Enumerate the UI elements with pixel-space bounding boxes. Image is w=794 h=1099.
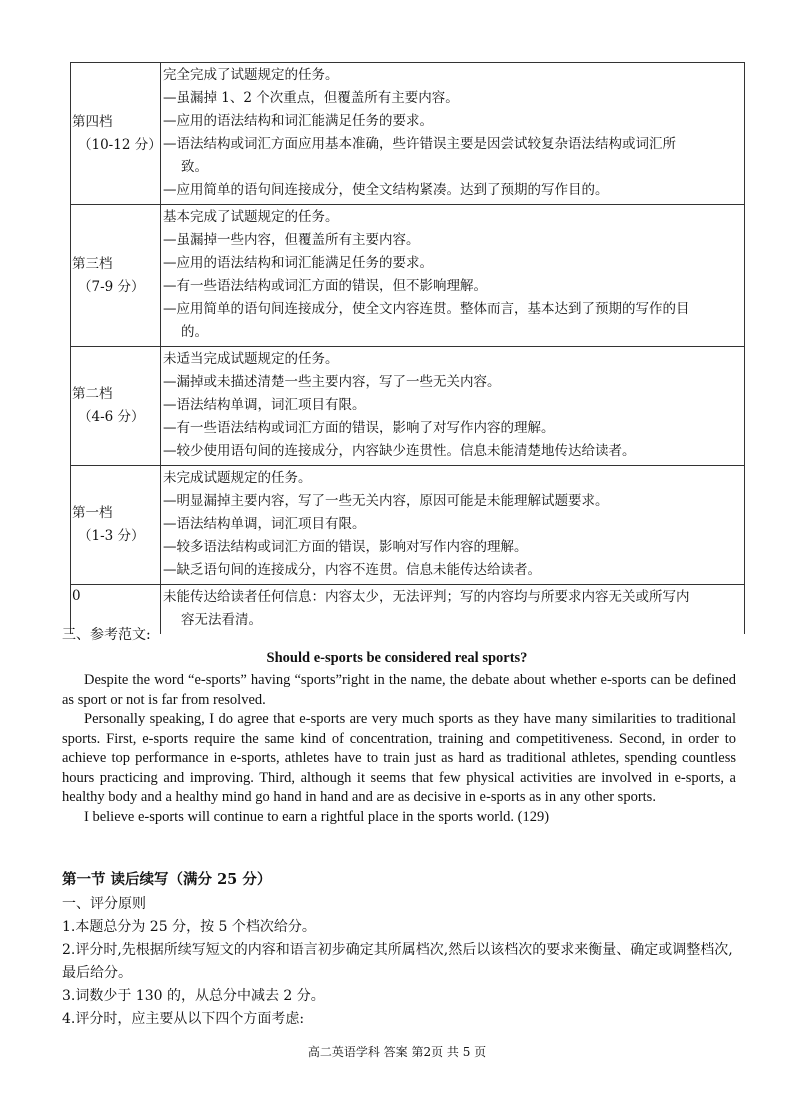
reference-essay	[62, 671, 736, 827]
criteria-line: —明显漏掉主要内容，写了一些无关内容，原因可能是未能理解试题要求。	[163, 493, 609, 509]
criteria-line: —语法结构单调，词汇项目有限。	[163, 516, 366, 532]
criteria-line: 未适当完成试题规定的任务。	[163, 351, 339, 367]
criteria-line: —应用的语法结构和词汇能满足任务的要求。	[163, 255, 433, 271]
level-name: 第一档	[72, 505, 113, 521]
essay-title: Should e-sports be considered real sports?	[266, 650, 528, 666]
scoring-item: 2.评分时,先根据所续写短文的内容和语言初步确定其所属档次,然后以该档次的要求来衡量、确定或调整档次,最后给分。	[62, 942, 733, 981]
level-name: 第二档	[72, 386, 113, 402]
criteria-cell	[161, 205, 745, 347]
criteria-line: —应用简单的语句间连接成分，使全文内容连贯。整体而言，基本达到了预期的写作的目	[163, 301, 690, 317]
scoring-item: 4.评分时，应主要从以下四个方面考虑:	[62, 1011, 305, 1027]
grade-row-level-2	[71, 347, 745, 466]
criteria-line: 的。	[181, 324, 208, 340]
criteria-line: —缺乏语句间的连接成分，内容不连贯。信息未能传达给读者。	[163, 562, 541, 578]
page-footer: 高二英语学科 答案 第2页 共 5 页	[307, 1045, 487, 1059]
level-name: 第四档	[72, 113, 113, 130]
criteria-cell	[161, 466, 745, 585]
criteria-line: —较多语法结构或词汇方面的错误，影响对写作内容的理解。	[163, 539, 528, 555]
criteria-line: —漏掉或未描述清楚一些主要内容，写了一些无关内容。	[163, 374, 501, 390]
criteria-line: 容无法看清。	[181, 612, 262, 628]
level-range: （1-3 分）	[78, 528, 145, 544]
level-range: （4-6 分）	[78, 409, 145, 425]
level-cell	[71, 205, 161, 347]
continuation-writing-section	[62, 868, 742, 1031]
criteria-line: 致。	[181, 159, 208, 175]
scoring-item: 3.词数少于 130 的，从总分中减去 2 分。	[62, 988, 325, 1004]
criteria-line: —语法结构单调，词汇项目有限。	[163, 397, 366, 413]
criteria-cell	[161, 63, 745, 205]
level-range: （10-12 分）	[78, 136, 162, 153]
essay-paragraph: Personally speaking, I do agree that e-sports are very much sports as they have many similarities to traditional sports. First, e-sports require the same kind of concentration, training and competitiveness. Second, in order to achieve top performance in e-sports, athletes have to train just as hard as traditional athletes, spending countless hours practicing and improving. Third, although it seems that few physical activities are involved in e-sports, a healthy body and a healthy mind go hand in hand and are as decisive in e-sports as in any other sports.	[62, 711, 736, 805]
grade-row-level-4	[71, 63, 745, 205]
criteria-line: —有一些语法结构或词汇方面的错误，但不影响理解。	[163, 278, 487, 294]
section-heading: 第一节 读后续写（满分 25 分）	[62, 871, 272, 888]
level-cell	[71, 347, 161, 466]
essay-paragraph: I believe e-sports will continue to earn a rightful place in the sports world. (129)	[84, 808, 550, 825]
criteria-line: 未能传达给读者任何信息：内容太少，无法评判；写的内容均与所要求内容无关或所写内	[163, 589, 690, 605]
reference-section-heading: 三、参考范文:	[62, 627, 151, 643]
criteria-line: 完全完成了试题规定的任务。	[163, 67, 339, 83]
criteria-cell	[161, 347, 745, 466]
level-name: 0	[72, 588, 81, 604]
criteria-cell	[161, 585, 745, 635]
criteria-line: —有一些语法结构或词汇方面的错误，影响了对写作内容的理解。	[163, 420, 555, 436]
level-cell	[71, 466, 161, 585]
criteria-line: —应用简单的语句间连接成分，使全文结构紧凑。达到了预期的写作目的。	[163, 182, 609, 198]
level-range: （7-9 分）	[78, 278, 145, 295]
criteria-line: —应用的语法结构和词汇能满足任务的要求。	[163, 113, 433, 129]
criteria-line: —虽漏掉一些内容，但覆盖所有主要内容。	[163, 232, 420, 248]
level-cell	[71, 63, 161, 205]
criteria-line: —较少使用语句间的连接成分，内容缺少连贯性。信息未能清楚地传达给读者。	[163, 443, 636, 459]
grading-criteria-table	[70, 62, 745, 634]
criteria-line: 未完成试题规定的任务。	[163, 470, 312, 486]
scoring-item: 1.本题总分为 25 分，按 5 个档次给分。	[62, 919, 316, 935]
essay-paragraph: Despite the word “e-sports” having “sports”right in the name, the debate about whether e-sports can be defined as sport or not is far from resolved.	[62, 672, 736, 708]
criteria-line: —虽漏掉 1、2 个次重点，但覆盖所有主要内容。	[163, 90, 459, 106]
grade-row-level-0	[71, 585, 745, 635]
level-name: 第三档	[72, 255, 113, 272]
grade-row-level-1	[71, 466, 745, 585]
scoring-principles-heading: 一、评分原则	[62, 896, 146, 912]
criteria-line: 基本完成了试题规定的任务。	[163, 209, 339, 225]
grade-row-level-3	[71, 205, 745, 347]
criteria-line: —语法结构或词汇方面应用基本准确，些许错误主要是因尝试较复杂语法结构或词汇所	[163, 136, 676, 152]
